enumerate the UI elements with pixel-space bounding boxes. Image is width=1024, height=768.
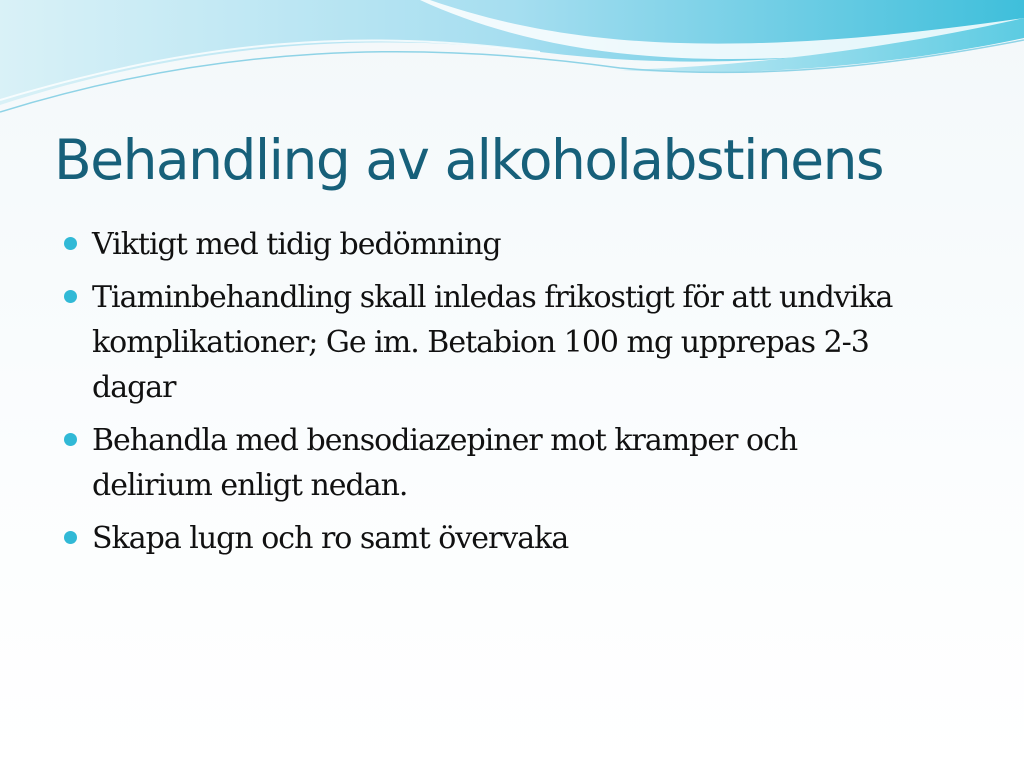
bullet-text: Tiaminbehandling skall inledas frikostigt för att undvika komplikationer; Ge im. Betabion 100 mg upprepas 2-3 dagar — [92, 280, 893, 405]
bullet-item — [58, 275, 908, 410]
bullet-item — [58, 418, 908, 508]
bullet-dot-icon — [64, 531, 77, 544]
header-wave-decoration — [0, 0, 1024, 130]
bullet-dot-icon — [64, 237, 77, 250]
bullet-list — [58, 222, 908, 569]
slide-title: Behandling av alkoholabstinens — [54, 128, 884, 192]
bullet-dot-icon — [64, 433, 77, 446]
bullet-item — [58, 222, 908, 267]
bullet-text: Skapa lugn och ro samt övervaka — [92, 521, 569, 556]
bullet-dot-icon — [64, 290, 77, 303]
bullet-text: Viktigt med tidig bedömning — [92, 227, 501, 262]
bullet-item — [58, 516, 908, 561]
bullet-text: Behandla med bensodiazepiner mot kramper och delirium enligt nedan. — [92, 423, 798, 503]
